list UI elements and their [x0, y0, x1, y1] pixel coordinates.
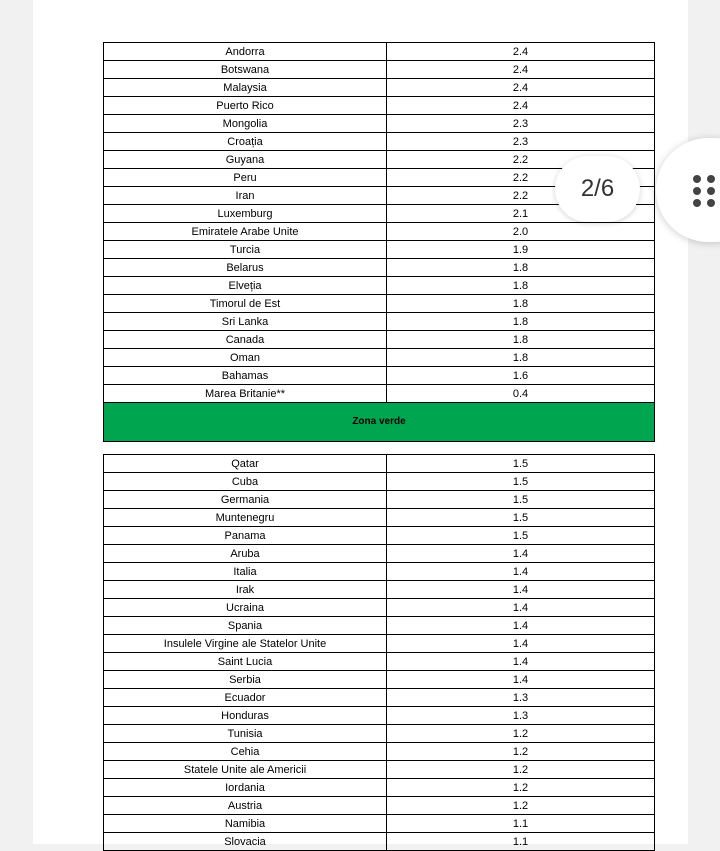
- rate-cell: 1.1: [387, 815, 655, 833]
- rate-cell: 2.4: [387, 43, 655, 61]
- rate-cell: 2.2: [387, 169, 655, 187]
- country-cell: Ecuador: [104, 689, 387, 707]
- rate-cell: 1.2: [387, 797, 655, 815]
- table-row: [104, 635, 655, 653]
- country-cell: Qatar: [104, 455, 387, 473]
- table-row: [104, 797, 655, 815]
- rate-cell: 2.4: [387, 61, 655, 79]
- table-row: [104, 707, 655, 725]
- country-cell: Puerto Rico: [104, 97, 387, 115]
- rate-cell: 1.4: [387, 653, 655, 671]
- rate-cell: 1.4: [387, 617, 655, 635]
- country-cell: Sri Lanka: [104, 313, 387, 331]
- table-row: [104, 545, 655, 563]
- country-cell: Germania: [104, 491, 387, 509]
- country-cell: Spania: [104, 617, 387, 635]
- table-row: [104, 223, 655, 241]
- document-page: [33, 0, 688, 848]
- table-row: [104, 653, 655, 671]
- table-row: [104, 241, 655, 259]
- rate-cell: 1.8: [387, 349, 655, 367]
- country-cell: Namibia: [104, 815, 387, 833]
- rate-cell: 1.8: [387, 259, 655, 277]
- country-cell: Ucraina: [104, 599, 387, 617]
- country-cell: Honduras: [104, 707, 387, 725]
- table-row: [104, 833, 655, 851]
- country-cell: Irak: [104, 581, 387, 599]
- table-row: [104, 617, 655, 635]
- rate-cell: 1.6: [387, 367, 655, 385]
- table-row: [104, 349, 655, 367]
- table-row: [104, 689, 655, 707]
- rate-cell: 1.4: [387, 635, 655, 653]
- rate-cell: 2.2: [387, 151, 655, 169]
- table-row: [104, 563, 655, 581]
- table-body-top: [104, 43, 655, 403]
- country-cell: Timorul de Est: [104, 295, 387, 313]
- page-indicator: [555, 156, 640, 222]
- country-cell: Panama: [104, 527, 387, 545]
- country-cell: Saint Lucia: [104, 653, 387, 671]
- table-row: [104, 385, 655, 403]
- country-cell: Insulele Virgine ale Statelor Unite: [104, 635, 387, 653]
- table-row: [104, 491, 655, 509]
- rate-cell: 2.2: [387, 187, 655, 205]
- country-cell: Mongolia: [104, 115, 387, 133]
- country-cell: Belarus: [104, 259, 387, 277]
- table-row: [104, 581, 655, 599]
- rate-cell: 2.0: [387, 223, 655, 241]
- zone-spacer-row: [104, 442, 655, 455]
- table-row: [104, 97, 655, 115]
- country-cell: Tunisia: [104, 725, 387, 743]
- country-cell: Oman: [104, 349, 387, 367]
- rate-cell: 0.4: [387, 385, 655, 403]
- table-row: [104, 815, 655, 833]
- country-cell: Cuba: [104, 473, 387, 491]
- table-row: [104, 599, 655, 617]
- rate-cell: 1.2: [387, 743, 655, 761]
- rate-cell: 1.5: [387, 509, 655, 527]
- country-cell: Marea Britanie**: [104, 385, 387, 403]
- rate-cell: 1.4: [387, 545, 655, 563]
- country-cell: Elveția: [104, 277, 387, 295]
- rate-cell: 1.8: [387, 277, 655, 295]
- table-row: [104, 313, 655, 331]
- rate-cell: 1.4: [387, 563, 655, 581]
- country-cell: Bahamas: [104, 367, 387, 385]
- rate-cell: 2.3: [387, 115, 655, 133]
- rate-cell: 2.3: [387, 133, 655, 151]
- table-row: [104, 509, 655, 527]
- table-row: [104, 367, 655, 385]
- country-cell: Peru: [104, 169, 387, 187]
- table-row: [104, 115, 655, 133]
- country-cell: Emiratele Arabe Unite: [104, 223, 387, 241]
- country-cell: Luxemburg: [104, 205, 387, 223]
- country-cell: Botswana: [104, 61, 387, 79]
- rate-cell: 2.4: [387, 79, 655, 97]
- rate-cell: 1.4: [387, 671, 655, 689]
- table-row: [104, 331, 655, 349]
- rate-cell: 1.2: [387, 725, 655, 743]
- table-row: [104, 79, 655, 97]
- rate-cell: 1.5: [387, 455, 655, 473]
- rate-cell: 1.3: [387, 689, 655, 707]
- rate-cell: 1.5: [387, 473, 655, 491]
- table-row: [104, 779, 655, 797]
- country-cell: Muntenegru: [104, 509, 387, 527]
- rate-cell: 1.2: [387, 779, 655, 797]
- table-row: [104, 671, 655, 689]
- country-cell: Turcia: [104, 241, 387, 259]
- table-row: [104, 473, 655, 491]
- country-cell: Italia: [104, 563, 387, 581]
- country-cell: Slovacia: [104, 833, 387, 851]
- country-cell: Iordania: [104, 779, 387, 797]
- rate-cell: 1.5: [387, 527, 655, 545]
- country-cell: Croația: [104, 133, 387, 151]
- table-zone-section: [104, 403, 655, 455]
- rate-cell: 2.4: [387, 97, 655, 115]
- page-indicator-label: 2/6: [580, 175, 615, 202]
- rate-cell: 1.1: [387, 833, 655, 851]
- rate-cell: 1.4: [387, 599, 655, 617]
- table-row: [104, 455, 655, 473]
- rate-cell: 2.1: [387, 205, 655, 223]
- country-cell: Austria: [104, 797, 387, 815]
- country-cell: Statele Unite ale Americii: [104, 761, 387, 779]
- rate-cell: 1.4: [387, 581, 655, 599]
- table-body-bottom: [104, 455, 655, 851]
- table-row: [104, 43, 655, 61]
- country-cell: Malaysia: [104, 79, 387, 97]
- table-row: [104, 277, 655, 295]
- table-row: [104, 527, 655, 545]
- table-row: [104, 259, 655, 277]
- country-cell: Andorra: [104, 43, 387, 61]
- rate-cell: 1.3: [387, 707, 655, 725]
- rate-cell: 1.2: [387, 761, 655, 779]
- table-row: [104, 133, 655, 151]
- rate-cell: 1.8: [387, 331, 655, 349]
- zone-header-row: [104, 403, 655, 442]
- country-cell: Guyana: [104, 151, 387, 169]
- country-cell: Aruba: [104, 545, 387, 563]
- table-row: [104, 761, 655, 779]
- zone-header-label: Zona verde: [104, 403, 655, 442]
- rate-cell: 1.8: [387, 295, 655, 313]
- country-cell: Iran: [104, 187, 387, 205]
- table-row: [104, 61, 655, 79]
- table-row: [104, 743, 655, 761]
- grip-dots-icon: [693, 175, 715, 205]
- country-cell: Serbia: [104, 671, 387, 689]
- rate-cell: 1.8: [387, 313, 655, 331]
- rate-cell: 1.5: [387, 491, 655, 509]
- table-row: [104, 725, 655, 743]
- country-cell: Canada: [104, 331, 387, 349]
- rate-cell: 1.9: [387, 241, 655, 259]
- country-cell: Cehia: [104, 743, 387, 761]
- table-row: [104, 295, 655, 313]
